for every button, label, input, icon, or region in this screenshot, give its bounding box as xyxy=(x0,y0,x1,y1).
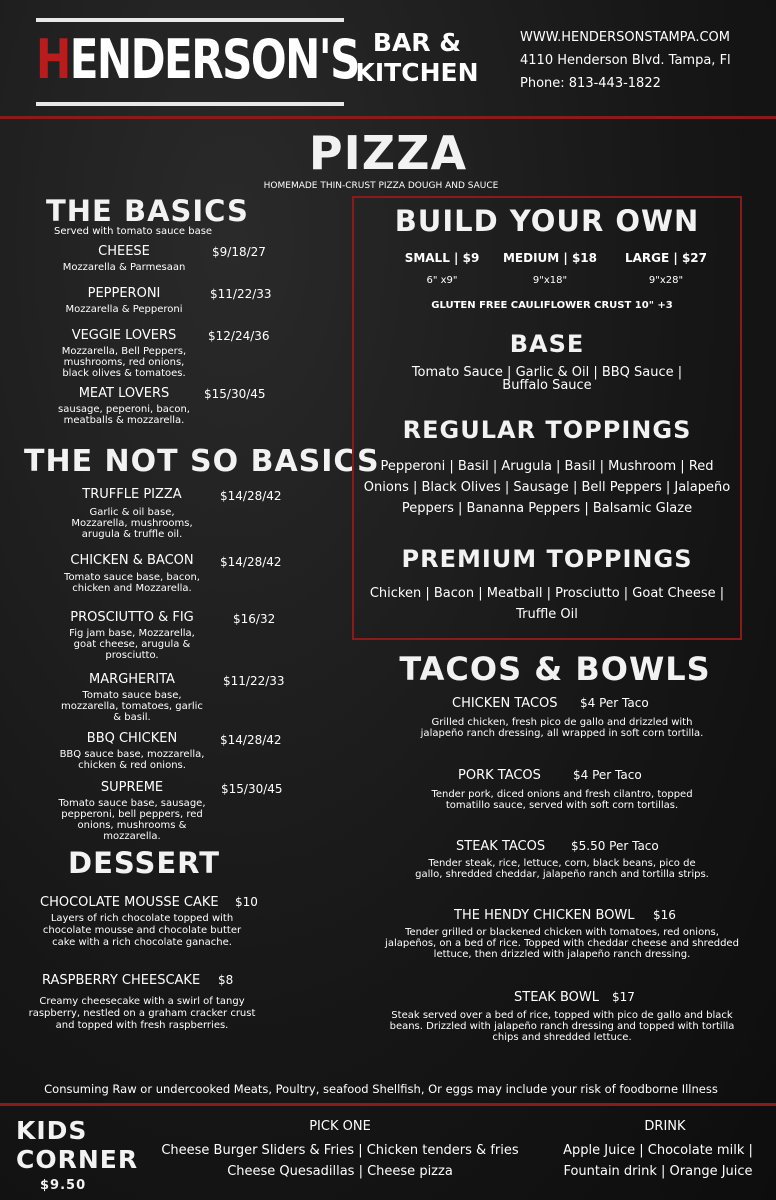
menu-item-desc: chicken & red onions. xyxy=(78,760,186,771)
taco-item-desc: gallo, shredded cheddar, jalapeño ranch and tortilla strips. xyxy=(415,869,709,880)
regular-toppings-title: REGULAR TOPPINGS xyxy=(402,416,692,444)
menu-item-desc: Tomato sauce base, bacon, xyxy=(64,572,200,583)
taco-item-desc: jalapeños, on a bed of rice. Topped with cheddar cheese and shredded xyxy=(385,938,739,949)
menu-item-desc: pepperoni, bell peppers, red xyxy=(61,809,203,820)
bar-kitchen-label: BAR & KITCHEN xyxy=(355,28,479,87)
menu-item-name: VEGGIE LOVERS xyxy=(71,328,177,343)
contact-info xyxy=(520,26,731,95)
size-dimensions: 9"x28" xyxy=(648,275,684,286)
taco-item-name: THE HENDY CHICKEN BOWL xyxy=(454,908,635,923)
basics-subtitle: Served with tomato sauce base xyxy=(54,226,213,237)
menu-item-desc: mushrooms, red onions, xyxy=(63,357,185,368)
base-options: Tomato Sauce | Garlic & Oil | BBQ Sauce | Buffalo Sauce xyxy=(411,365,683,393)
header-divider xyxy=(0,116,776,119)
pick-one-options: Cheese Burger Sliders & Fries | Chicken tenders & fries Cheese Quesadillas | Cheese pizza xyxy=(161,1143,519,1179)
menu-item-desc: Layers of rich chocolate topped with xyxy=(50,913,234,924)
menu-item-name: RASPBERRY CHEESCAKE xyxy=(42,973,201,988)
regular-toppings-list: Pepperoni | Basil | Arugula | Basil | Mushroom | Red Onions | Black Olives | Sausage | Bell Peppers | Jalapeño Peppers | Bananna Peppers | Balsamic Glaze xyxy=(363,459,731,516)
base-title: BASE xyxy=(509,330,585,358)
taco-item-price: $5.50 Per Taco xyxy=(571,839,659,853)
menu-item-name: PROSCIUTTO & FIG xyxy=(70,610,194,625)
menu-item-desc: Tomato sauce base, xyxy=(82,690,182,701)
taco-item-desc: Tender grilled or blackened chicken with tomatoes, red onions, xyxy=(405,927,719,938)
menu-item-desc: Mozzarella, mushrooms, xyxy=(71,518,193,529)
menu-item-name: PEPPERONI xyxy=(87,286,161,301)
address: 4110 Henderson Blvd. Tampa, Fl xyxy=(520,53,731,68)
taco-item-desc: tomatillo sauce, served with soft corn tortillas. xyxy=(445,800,679,811)
menu-item-desc: BBQ sauce base, mozzarella, xyxy=(59,749,205,760)
taco-item-desc: Steak served over a bed of rice, topped with pico de gallo and black xyxy=(391,1010,733,1021)
taco-item-desc: lettuce, then drizzled with jalapeño ranch dressing. xyxy=(433,949,691,960)
menu-item-desc: Tomato sauce base, sausage, xyxy=(58,798,206,809)
menu-item-price: $14/28/42 xyxy=(220,733,282,747)
taco-item-desc: Tender steak, rice, lettuce, corn, black beans, pico de xyxy=(428,858,696,869)
taco-item-desc: beans. Drizzled with jalapeño ranch dressing and topped with tortilla xyxy=(389,1021,735,1032)
size-label: MEDIUM | $18 xyxy=(502,251,598,265)
kids-corner-title: KIDS CORNER xyxy=(16,1116,139,1174)
menu-item-price: $16/32 xyxy=(233,612,276,626)
menu-item-price: $12/24/36 xyxy=(208,329,270,343)
premium-toppings-title: PREMIUM TOPPINGS xyxy=(401,545,693,573)
taco-item-name: CHICKEN TACOS xyxy=(452,696,558,711)
menu-item-name: CHICKEN & BACON xyxy=(70,553,194,568)
basics-title: THE BASICS xyxy=(46,194,249,228)
taco-item-desc: Grilled chicken, fresh pico de gallo and drizzled with xyxy=(431,717,693,728)
taco-item-price: $4 Per Taco xyxy=(573,768,642,782)
taco-item-price: $16 xyxy=(653,908,676,922)
premium-toppings-list: Chicken | Bacon | Meatball | Prosciutto | Goat Cheese | Truffle Oil xyxy=(369,586,725,622)
taco-item-name: STEAK BOWL xyxy=(514,990,599,1005)
menu-item-price: $11/22/33 xyxy=(210,287,272,301)
size-dimensions: 6" x9" xyxy=(426,275,458,286)
gluten-free-note: GLUTEN FREE CAULIFLOWER CRUST 10" +3 xyxy=(431,300,673,311)
menu-item-price: $14/28/42 xyxy=(220,555,282,569)
menu-item-desc: chicken and Mozzarella. xyxy=(72,583,192,594)
menu-item-desc: goat cheese, arugula & xyxy=(73,639,191,650)
logo-wordmark: HENDERSON'S xyxy=(36,28,359,91)
menu-item-name: BBQ CHICKEN xyxy=(86,731,178,746)
menu-item-desc: black olives & tomatoes. xyxy=(62,368,186,379)
drink-title: DRINK xyxy=(644,1119,686,1134)
phone: Phone: 813-443-1822 xyxy=(520,76,661,91)
logo xyxy=(36,18,359,108)
kids-corner-price: $9.50 xyxy=(40,1178,87,1193)
menu-item-desc: arugula & truffle oil. xyxy=(81,529,183,540)
menu-item-price: $14/28/42 xyxy=(220,489,282,503)
menu-item-desc: Garlic & oil base, xyxy=(89,507,175,518)
menu-item-price: $9/18/27 xyxy=(212,245,266,259)
taco-item-price: $17 xyxy=(612,990,635,1004)
logo-top-rule xyxy=(36,18,344,22)
menu-item-price: $8 xyxy=(218,973,234,987)
dessert-title: DESSERT xyxy=(68,846,220,880)
menu-item-desc: onions, mushrooms & mozzarella. xyxy=(77,820,187,842)
taco-item-name: PORK TACOS xyxy=(458,768,541,783)
taco-item-name: STEAK TACOS xyxy=(456,839,546,854)
menu-item-desc: Mozzarella, Bell Peppers, xyxy=(61,346,187,357)
taco-item-desc: jalapeño ranch dressing, all wrapped in soft corn tortilla. xyxy=(420,728,704,739)
menu-item-desc: Mozzarella & Parmesaan xyxy=(62,262,186,273)
menu-item-price: $15/30/45 xyxy=(204,387,266,401)
menu-item-name: CHOCOLATE MOUSSE CAKE xyxy=(40,895,219,910)
taco-item-desc: chips and shredded lettuce. xyxy=(492,1032,632,1043)
menu-item-name: CHEESE xyxy=(98,244,150,259)
menu-item-desc: Creamy cheesecake with a swirl of tangy xyxy=(39,996,245,1007)
food-safety-disclaimer: Consuming Raw or undercooked Meats, Poultry, seafood Shellfish, Or eggs may include your risk of foodborne Illness xyxy=(44,1082,718,1096)
tacos-bowls-title: TACOS & BOWLS xyxy=(399,650,711,688)
menu-item-price: $11/22/33 xyxy=(223,674,285,688)
pick-one-title: PICK ONE xyxy=(309,1119,371,1134)
pizza-title: PIZZA xyxy=(308,126,468,180)
build-your-own-title: BUILD YOUR OWN xyxy=(394,204,700,238)
taco-item-price: $4 Per Taco xyxy=(580,696,649,710)
menu-item-desc: raspberry, nestled on a graham cracker crust xyxy=(28,1008,256,1019)
menu-item-desc: Mozzarella & Pepperoni xyxy=(65,304,183,315)
menu-item-desc: cake with a rich chocolate ganache. xyxy=(52,937,232,948)
website-link[interactable]: WWW.HENDERSONSTAMPA.COM xyxy=(520,30,731,45)
menu-item-desc: & basil. xyxy=(113,712,151,723)
menu-item-name: MARGHERITA xyxy=(89,672,175,687)
logo-bottom-rule xyxy=(36,102,344,106)
menu-item-desc: and topped with fresh raspberries. xyxy=(55,1020,229,1031)
menu-item-name: MEAT LOVERS xyxy=(78,386,170,401)
taco-item-desc: Tender pork, diced onions and fresh cilantro, topped xyxy=(431,789,693,800)
menu-item-desc: chocolate mousse and chocolate butter xyxy=(42,925,242,936)
menu-item-price: $10 xyxy=(235,895,258,909)
size-label: LARGE | $27 xyxy=(624,251,707,265)
menu-item-name: SUPREME xyxy=(100,780,164,795)
menu-item-desc: prosciutto. xyxy=(105,650,159,661)
not-so-basics-title: THE NOT SO BASICS xyxy=(24,444,380,479)
pizza-subtitle: HOMEMADE THIN-CRUST PIZZA DOUGH AND SAUCE xyxy=(263,181,499,191)
size-dimensions: 9"x18" xyxy=(532,275,568,286)
menu-item-desc: mozzarella, tomatoes, garlic xyxy=(61,701,203,712)
menu-item-desc: Fig jam base, Mozzarella, xyxy=(69,628,195,639)
size-label: SMALL | $9 xyxy=(404,251,480,265)
menu-item-price: $15/30/45 xyxy=(221,782,283,796)
drink-options: Apple Juice | Chocolate milk | Fountain drink | Orange Juice xyxy=(563,1143,753,1179)
footer-divider xyxy=(0,1103,776,1106)
menu-item-name: TRUFFLE PIZZA xyxy=(82,487,182,502)
menu-item-desc: meatballs & mozzarella. xyxy=(63,415,185,426)
menu-item-desc: sausage, peperoni, bacon, xyxy=(58,404,190,415)
